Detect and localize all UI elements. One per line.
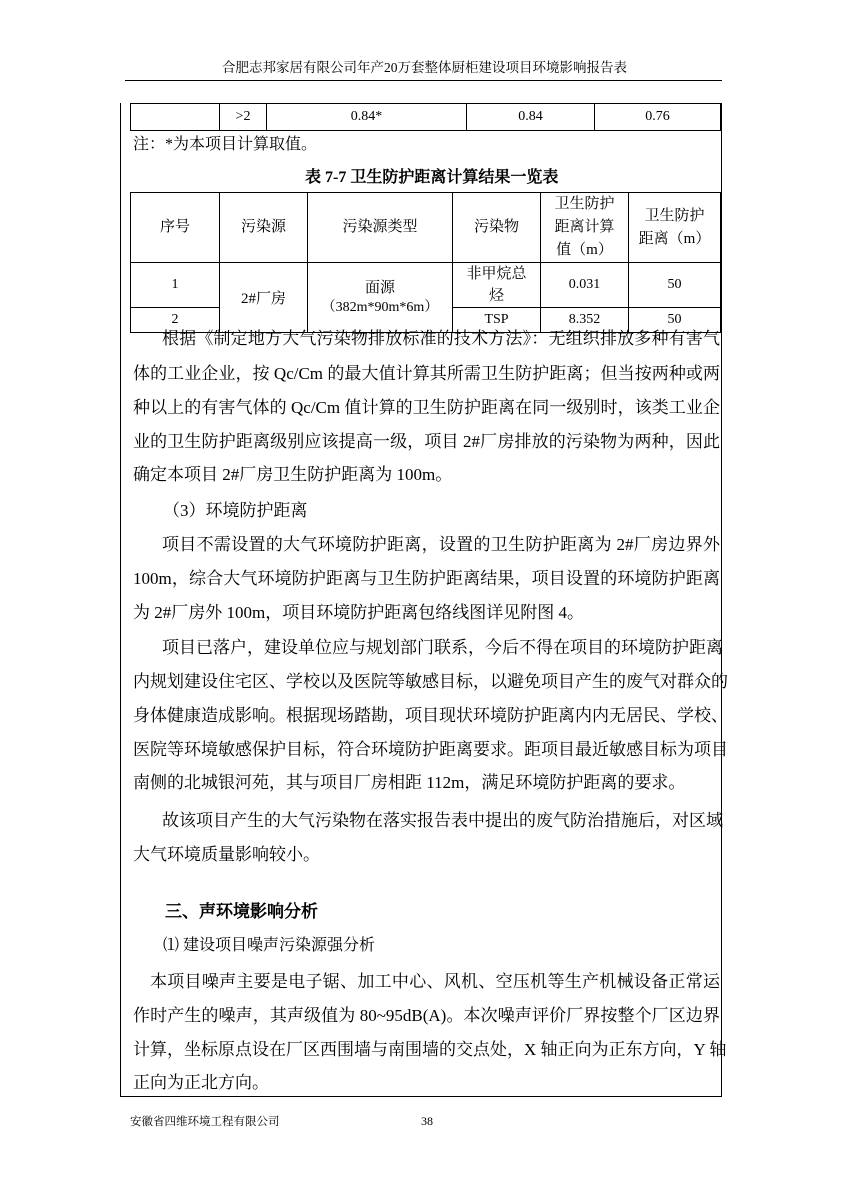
cell-text: 烃: [488, 288, 504, 304]
table-note: 注：*为本项目计算取值。: [133, 136, 318, 153]
header-cell-pollutant: [453, 193, 541, 263]
header-text: 污染源: [240, 219, 286, 235]
header-text: 污染源类型: [342, 219, 418, 235]
cell-calculated-distance: 8.352: [541, 308, 629, 333]
table-cell: 0.84: [467, 104, 595, 131]
paragraph-line: 本项目噪声主要是电子锯、加工中心、风机、空压机等生产机械设备正常运: [150, 972, 720, 991]
table-caption: 表 7-7 卫生防护距离计算结果一览表: [305, 169, 559, 186]
header-text: 污染物: [473, 219, 519, 235]
header-cell-calculated-distance: [541, 193, 629, 263]
table-cell: 0.84*: [267, 104, 467, 131]
cell-no: 1: [131, 263, 220, 308]
paragraph-line: 南侧的北城银河苑，其与项目厂房相距 112m，满足环境防护距离的要求。: [133, 773, 686, 792]
cell-no: 2: [131, 308, 220, 333]
paragraph-line: 内规划建设住宅区、学校以及医院等敏感目标，以避免项目产生的废气对群众的: [133, 672, 728, 691]
paragraph-line: 身体健康造成影响。根据现场踏勘，项目现状环境防护距离内内无居民、学校、: [133, 706, 728, 725]
cell-text: 非甲烷总: [466, 266, 527, 282]
previous-table-last-row: [130, 103, 721, 131]
cell-pollutant: TSP: [453, 308, 541, 333]
cell-source: 2#厂房: [220, 263, 308, 333]
paragraph-line: 故该项目产生的大气污染物在落实报告表中提出的废气防治措施后，对区域: [162, 811, 723, 830]
footer-company: 安徽省四维环境工程有限公司: [130, 1116, 280, 1128]
cell-pollutant: [453, 263, 541, 308]
table-cell: [131, 104, 220, 131]
cell-protection-distance: 50: [629, 263, 721, 308]
paragraph-line: 体的工业企业，按 Qc/Cm 的最大值计算其所需卫生防护距离；但当按两种或两: [133, 364, 720, 383]
header-rule: [125, 80, 722, 81]
header-text: 卫生防护: [554, 196, 615, 212]
sanitary-distance-table: [130, 192, 721, 333]
table-header-row: [131, 193, 721, 263]
paragraph-line: 项目不需设置的大气环境防护距离，设置的卫生防护距离为 2#厂房边界外: [162, 535, 720, 554]
table-row: [131, 104, 721, 131]
header-cell-source: [220, 193, 308, 263]
running-header: 合肥志邦家居有限公司年产20万套整体厨柜建设项目环境影响报告表: [222, 60, 627, 75]
paragraph-line: 正向为正北方向。: [133, 1073, 269, 1092]
paragraph-line: 计算，坐标原点设在厂区西围墙与南围墙的交点处，X 轴正向为正东方向，Y 轴: [133, 1040, 727, 1059]
table-cell: >2: [220, 104, 267, 131]
paragraph-line: 确定本项目 2#厂房卫生防护距离为 100m。: [133, 465, 453, 484]
header-text: 距离（m）: [638, 230, 711, 247]
header-cell-source-type: [308, 193, 453, 263]
header-text: 值（m）: [556, 242, 613, 258]
paragraph-line: 种以上的有害气体的 Qc/Cm 值计算的卫生防护距离在同一级别时，该类工业企: [133, 398, 720, 417]
header-cell-no: [131, 193, 220, 263]
paragraph-line: 项目已落户，建设单位应与规划部门联系，今后不得在项目的环境防护距离: [162, 638, 723, 657]
paragraph-line: 大气环境质量影响较小。: [133, 845, 320, 864]
paragraph-line: 根据《制定地方大气污染物排放标准的技术方法》：无组织排放多种有害气: [162, 329, 720, 348]
header-text: 距离计算: [554, 219, 615, 235]
cell-text: 面源: [364, 279, 395, 296]
table-cell: 0.76: [595, 104, 721, 131]
table-row: [131, 263, 721, 308]
paragraph-line: 为 2#厂房外 100m，项目环境防护距离包络线图详见附图 4。: [133, 603, 584, 622]
paragraph-line: 100m，综合大气环境防护距离与卫生防护距离结果，项目设置的环境防护距离: [133, 569, 720, 588]
header-cell-protection-distance: [629, 193, 721, 263]
section-heading: 三、声环境影响分析: [165, 902, 318, 921]
paragraph-line: 业的卫生防护距离级别应该提高一级，项目 2#厂房排放的污染物为两种，因此: [133, 432, 720, 451]
page-number: 38: [421, 1114, 433, 1128]
paragraph-line: 医院等环境敏感保护目标，符合环境防护距离要求。距项目最近敏感目标为项目: [133, 740, 728, 759]
header-text: 序号: [159, 219, 190, 235]
cell-protection-distance: 50: [629, 308, 721, 333]
subsection-heading: ⑴ 建设项目噪声污染源强分析: [163, 937, 376, 954]
subheading: （3）环境防护距离: [163, 501, 308, 520]
header-text: 卫生防护: [644, 207, 705, 224]
paragraph-line: 作时产生的噪声，其声级值为 80~95dB(A)。本次噪声评价厂界按整个厂区边界: [133, 1006, 720, 1025]
cell-calculated-distance: 0.031: [541, 263, 629, 308]
cell-text: （382m*90m*6m）: [321, 299, 439, 315]
